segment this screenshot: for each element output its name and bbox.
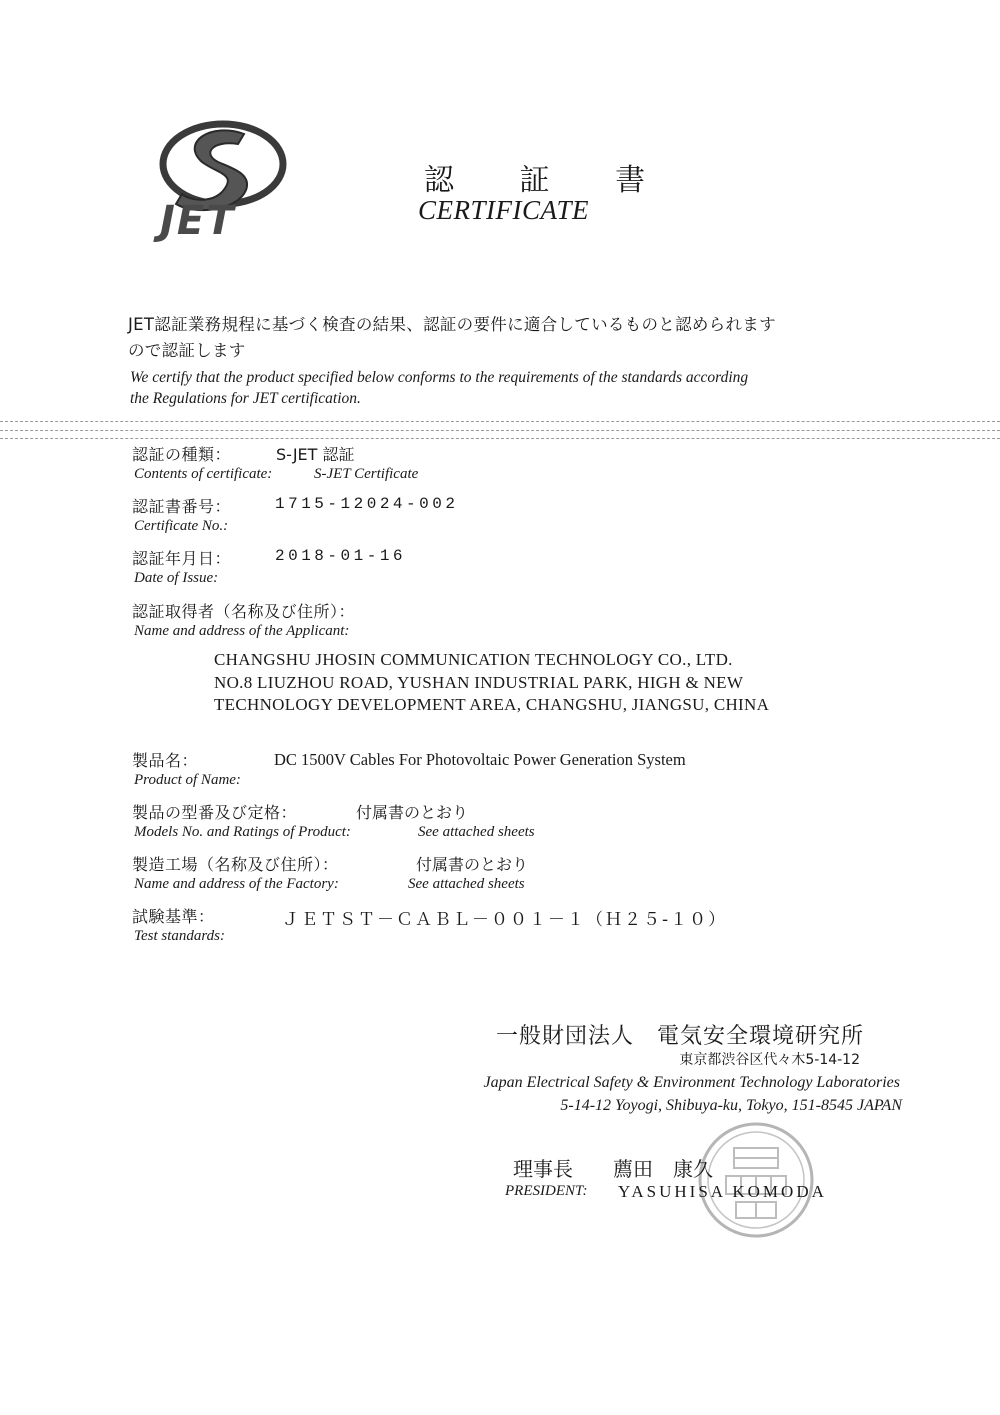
- factory-label-jp: 製造工場（名称及び住所）：: [132, 855, 339, 874]
- scan-divider: [0, 421, 1000, 422]
- applicant-address-line: NO.8 LIUZHOU ROAD, YUSHAN INDUSTRIAL PARK, HIGH & NEW: [214, 673, 744, 692]
- models-value-en: See attached sheets: [418, 824, 535, 840]
- title-japanese: 認 証 書: [424, 163, 674, 198]
- president-jp: 理事長 薦田 康久: [513, 1157, 713, 1181]
- standards-label-en: Test standards:: [134, 928, 225, 944]
- contents-value-jp: S-JET 認証: [276, 445, 355, 464]
- date-value: 2018-01-16: [275, 547, 407, 565]
- issuer-org-en: Japan Electrical Safety & Environment Technology Laboratories: [483, 1074, 900, 1091]
- contents-label-en: Contents of certificate:: [134, 466, 273, 482]
- logo-wordmark: JET: [160, 198, 236, 244]
- applicant-address-line: TECHNOLOGY DEVELOPMENT AREA, CHANGSHU, JIANGSU, CHINA: [214, 695, 770, 714]
- issuer-org-jp: 一般財団法人 電気安全環境研究所: [495, 1024, 864, 1049]
- models-value-jp: 付属書のとおり: [356, 803, 469, 822]
- intro-en-line-1: We certify that the product specified below conforms to the requirements of the standards according: [130, 369, 749, 386]
- title-english: CERTIFICATE: [418, 195, 589, 225]
- applicant-address-line: CHANGSHU JHOSIN COMMUNICATION TECHNOLOGY CO., LTD.: [214, 650, 733, 669]
- factory-value-en: See attached sheets: [408, 876, 525, 892]
- standards-value: ＪＥＴＳＴ－ＣＡＢＬ－００１－１（Ｈ２５-１０）: [282, 910, 728, 930]
- contents-value-en: S-JET Certificate: [314, 466, 419, 482]
- official-seal-icon: [696, 1120, 816, 1240]
- issuer-address-en: 5-14-12 Yoyogi, Shibuya-ku, Tokyo, 151-8545 JAPAN: [560, 1097, 902, 1114]
- issuer-address-jp: 東京都渋谷区代々木5-14-12: [679, 1052, 860, 1068]
- models-label-jp: 製品の型番及び定格：: [132, 803, 298, 822]
- intro-jp-line-2: ので認証します: [128, 341, 246, 360]
- intro-en-line-2: the Regulations for JET certification.: [130, 390, 361, 407]
- product-value: DC 1500V Cables For Photovoltaic Power Generation System: [274, 750, 686, 769]
- product-label-en: Product of Name:: [134, 772, 241, 788]
- contents-label-jp: 認証の種類：: [132, 445, 232, 464]
- applicant-label-jp: 認証取得者（名称及び住所）：: [132, 602, 356, 621]
- president-name-en: YASUHISA KOMODA: [618, 1182, 827, 1201]
- scan-divider: [0, 430, 1000, 431]
- intro-jp-line-1: JET認証業務規程に基づく検査の結果、認証の要件に適合しているものと認められます: [128, 315, 776, 334]
- product-label-jp: 製品名：: [132, 751, 199, 770]
- scan-divider: [0, 438, 1000, 439]
- models-label-en: Models No. and Ratings of Product:: [134, 824, 351, 840]
- cert-no-value: 1715-12024-002: [275, 495, 459, 513]
- applicant-label-en: Name and address of the Applicant:: [134, 623, 350, 639]
- cert-no-label-en: Certificate No.:: [134, 518, 229, 534]
- standards-label-jp: 試験基準：: [132, 907, 215, 926]
- date-label-en: Date of Issue:: [134, 570, 219, 586]
- factory-label-en: Name and address of the Factory:: [134, 876, 339, 892]
- cert-no-label-jp: 認証書番号：: [132, 497, 232, 516]
- date-label-jp: 認証年月日：: [132, 549, 232, 568]
- president-label-en: PRESIDENT:: [505, 1183, 588, 1199]
- factory-value-jp: 付属書のとおり: [416, 855, 529, 874]
